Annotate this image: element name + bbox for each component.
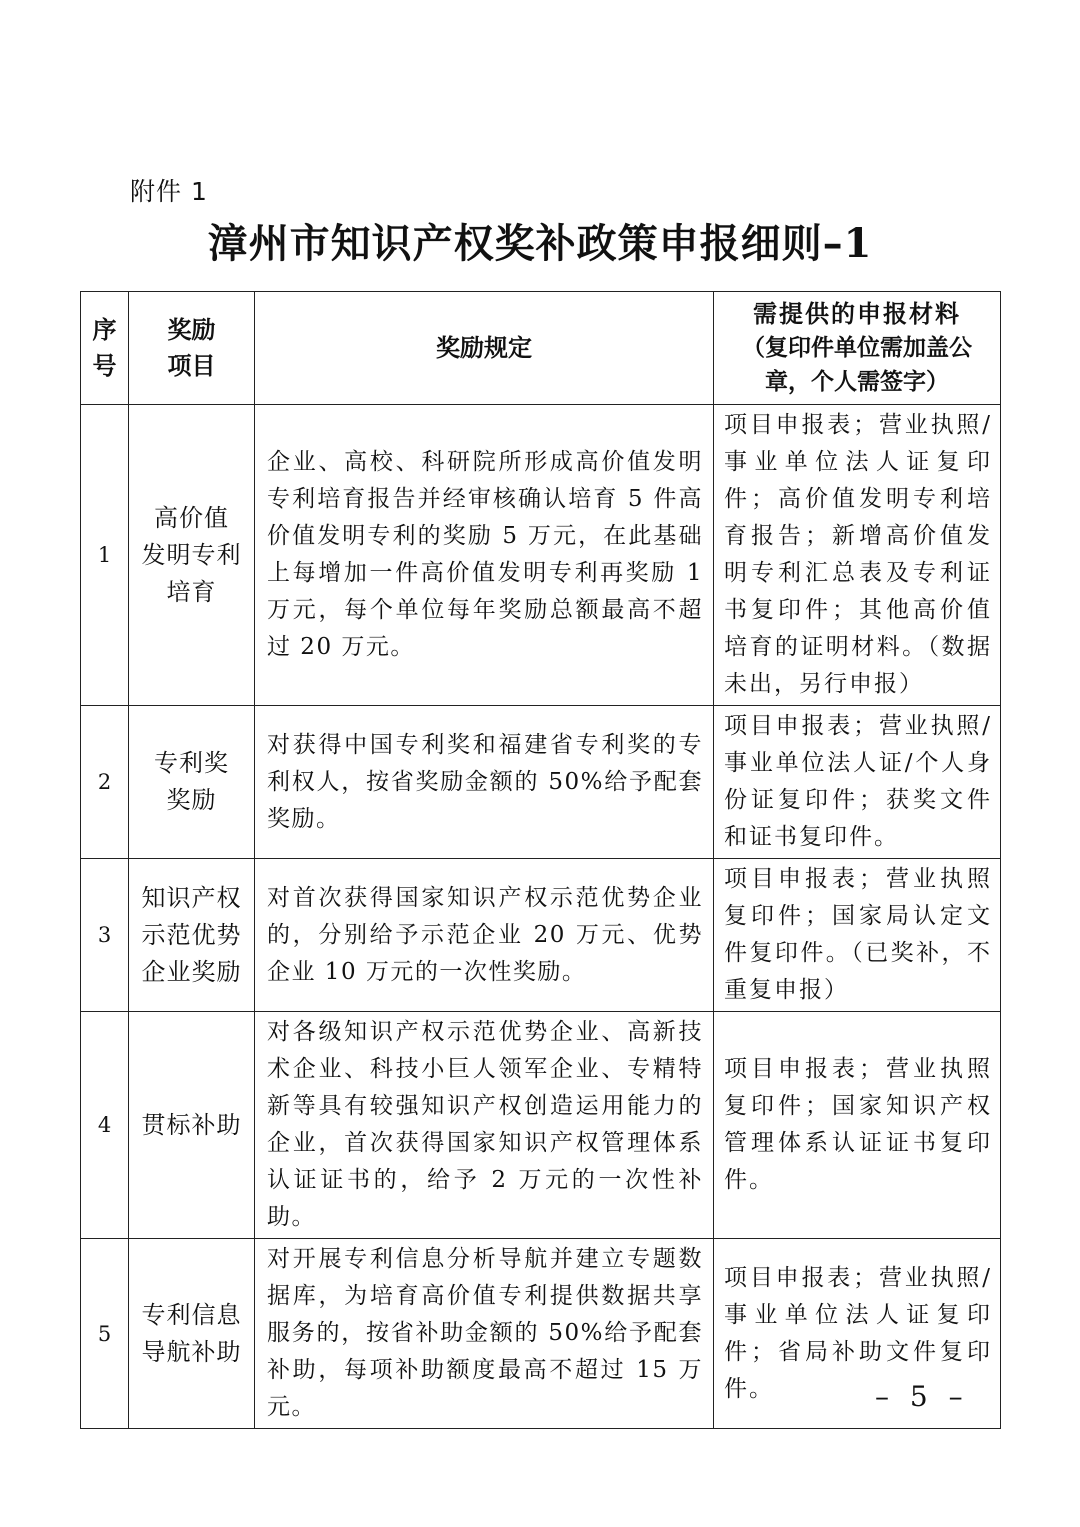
row-materials: 项目申报表；营业执照/事业单位法人证复印件；省局补助文件复印件。 <box>714 1239 1001 1429</box>
row-number: 4 <box>81 1012 129 1239</box>
table-row <box>81 1239 1001 1429</box>
materials-note-line: （复印件单位需加盖公 <box>742 334 972 361</box>
table-row <box>81 706 1001 859</box>
row-rule: 对开展专利信息分析导航并建立专题数据库，为培育高价值专利提供数据共享服务的，按省补助金额的 50%给予配套补助，每项补助额度最高不超过 15 万元。 <box>255 1239 714 1429</box>
policy-table <box>80 291 1001 1429</box>
row-materials: 项目申报表；营业执照复印件；国家局认定文件复印件。（已奖补，不重复申报） <box>714 859 1001 1012</box>
row-item: 知识产权 示范优势 企业奖励 <box>129 859 255 1012</box>
row-item: 高价值 发明专利 培育 <box>129 405 255 706</box>
materials-note-line: 章，个人需签字） <box>765 368 949 395</box>
row-rule: 企业、高校、科研院所形成高价值发明专利培育报告并经审核确认培育 5 件高价值发明专利的奖励 5 万元，在此基础上每增加一件高价值发明专利再奖励 1 万元，每个单位每年奖励总额最高不超过 20 万元。 <box>255 405 714 706</box>
row-item: 专利奖 奖励 <box>129 706 255 859</box>
table-header-row <box>81 292 1001 405</box>
row-number: 3 <box>81 859 129 1012</box>
row-rule: 对获得中国专利奖和福建省专利奖的专利权人，按省奖励金额的 50%给予配套奖励。 <box>255 706 714 859</box>
document-title: 漳州市知识产权奖补政策申报细则–1 <box>207 220 873 267</box>
row-item: 专利信息 导航补助 <box>129 1239 255 1429</box>
header-serial-number: 序 号 <box>81 292 129 405</box>
row-materials: 项目申报表；营业执照/事业单位法人证复印件；高价值发明专利培育报告；新增高价值发明专利汇总表及专利证书复印件；其他高价值培育的证明材料。（数据未出，另行申报） <box>714 405 1001 706</box>
row-materials: 项目申报表；营业执照/事业单位法人证/个人身份证复印件；获奖文件和证书复印件。 <box>714 706 1001 859</box>
page-number: – 5 – <box>875 1380 969 1413</box>
row-number: 1 <box>81 405 129 706</box>
table-row <box>81 859 1001 1012</box>
table-row <box>81 1012 1001 1239</box>
table-row <box>81 405 1001 706</box>
header-award-rule: 奖励规定 <box>255 292 714 405</box>
row-rule: 对各级知识产权示范优势企业、高新技术企业、科技小巨人领军企业、专精特新等具有较强知识产权创造运用能力的企业，首次获得国家知识产权管理体系认证证书的，给予 2 万元的一次性补助。 <box>255 1012 714 1239</box>
row-materials: 项目申报表；营业执照复印件；国家知识产权管理体系认证证书复印件。 <box>714 1012 1001 1239</box>
attachment-label: 附件 1 <box>130 177 208 206</box>
row-item: 贯标补助 <box>129 1012 255 1239</box>
materials-title: 需提供的申报材料 <box>753 299 961 328</box>
row-number: 5 <box>81 1239 129 1429</box>
row-rule: 对首次获得国家知识产权示范优势企业的，分别给予示范企业 20 万元、优势企业 10 万元的一次性奖励。 <box>255 859 714 1012</box>
header-required-materials <box>714 292 1001 405</box>
row-number: 2 <box>81 706 129 859</box>
header-award-item: 奖励 项目 <box>129 292 255 405</box>
